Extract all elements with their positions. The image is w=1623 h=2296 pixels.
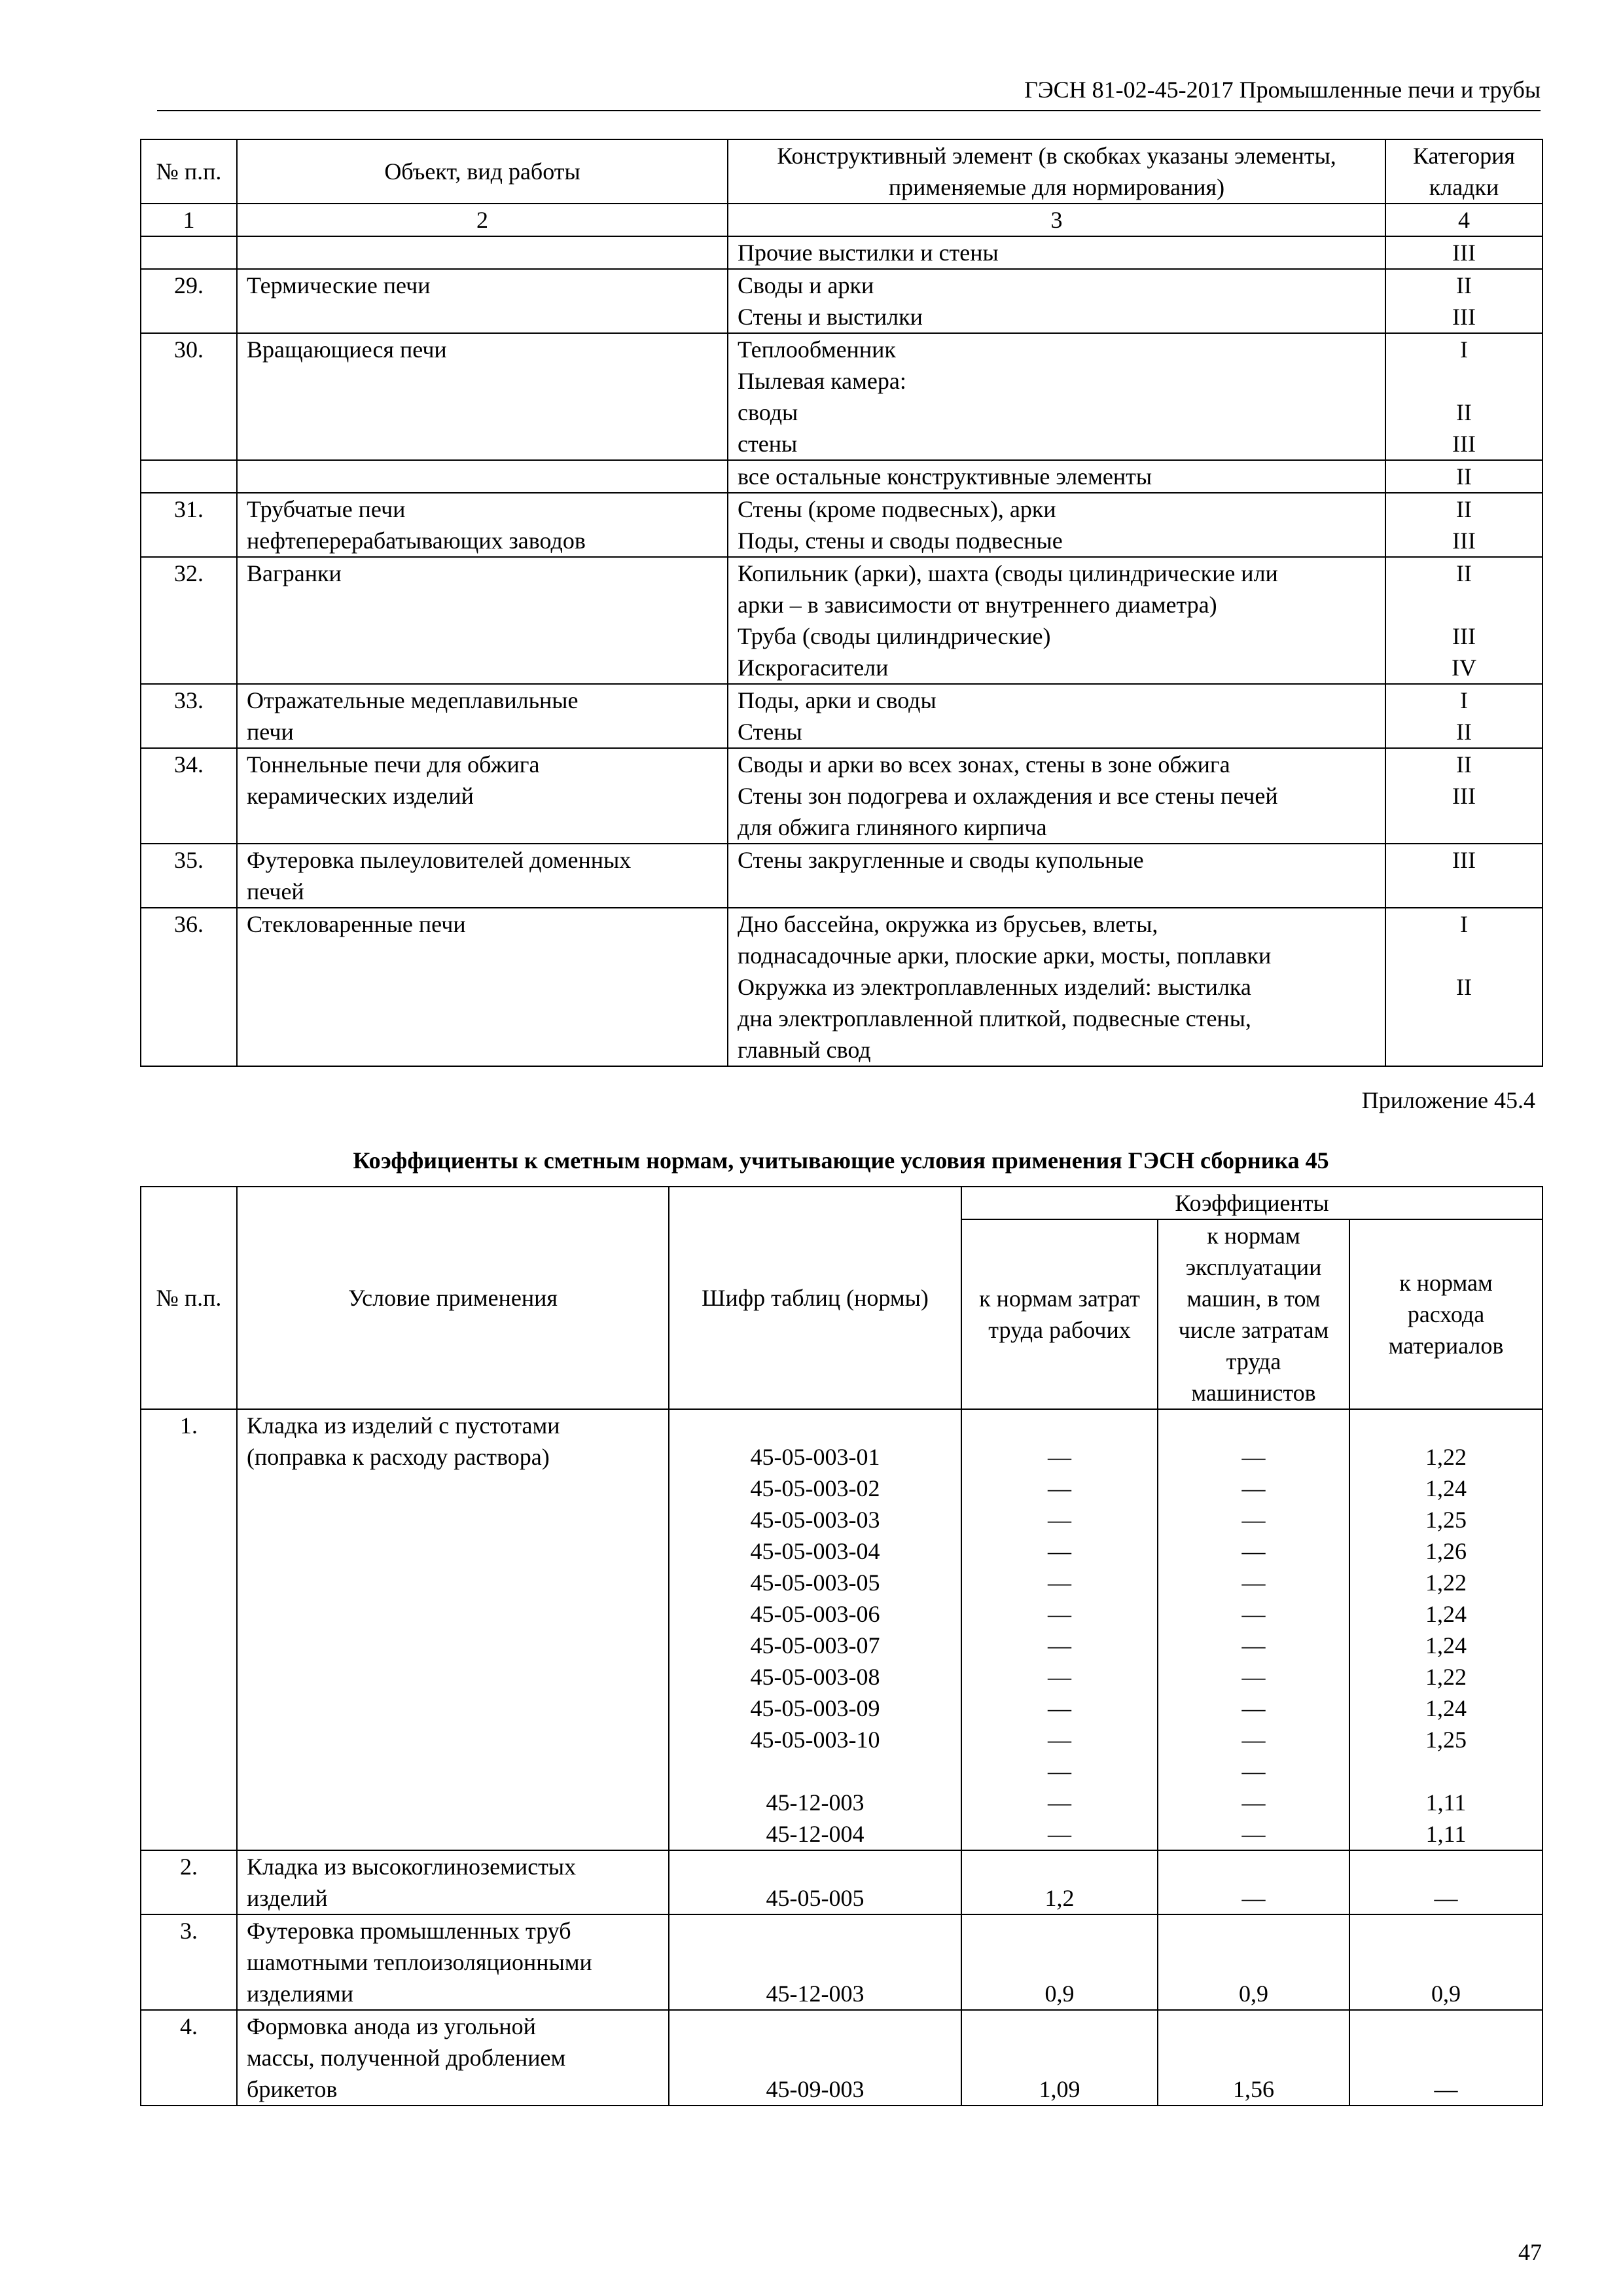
- table2-body: [141, 1409, 1543, 2106]
- colnum-2: 2: [237, 204, 728, 236]
- materials-coef-cell: [1349, 2010, 1543, 2106]
- code-cell-line: 45-12-003: [766, 1789, 865, 1816]
- materials-coef-cell-line: 1,22: [1425, 1570, 1467, 1596]
- category-cell-line: III: [1452, 240, 1476, 266]
- labor-coef-cell-line: 1,2: [1044, 1885, 1075, 1911]
- row-number: [141, 460, 237, 493]
- labor-coef-cell-line: —: [1048, 1789, 1071, 1816]
- object-cell-line: Вагранки: [247, 560, 342, 586]
- machines-coef-cell-line: —: [1241, 1538, 1266, 1564]
- category-cell-line: II: [1456, 399, 1472, 425]
- table-row: [141, 333, 1543, 460]
- materials-coef-cell-line: 1,11: [1425, 1789, 1467, 1816]
- code-cell-line: 45-05-003-10: [750, 1727, 880, 1753]
- header-title: ГЭСН 81-02-45-2017 Промышленные печи и трубы: [1024, 77, 1541, 103]
- row-number: 32.: [141, 557, 237, 684]
- labor-coef-cell-line: —: [1048, 1632, 1071, 1659]
- row-number: 3.: [141, 1914, 237, 2010]
- category-cell: [1385, 269, 1543, 333]
- object-cell-line: Вращающиеся печи: [247, 336, 447, 363]
- element-cell-line: Окружка из электроплавленных изделий: выстилка: [738, 974, 1251, 1000]
- condition-cell-line: Формовка анода из угольной: [247, 2013, 536, 2039]
- materials-coef-cell-line: 1,25: [1425, 1727, 1467, 1753]
- table-row: [141, 2010, 1543, 2106]
- code-cell-line: 45-05-005: [766, 1885, 865, 1911]
- t2-header-code: Шифр таблиц (нормы): [669, 1187, 961, 1409]
- labor-coef-cell: [961, 1850, 1158, 1914]
- code-cell-line: 45-05-003-04: [750, 1538, 880, 1564]
- code-cell-line: 45-12-003: [766, 1981, 865, 2007]
- category-cell-line: III: [1452, 623, 1476, 649]
- materials-coef-cell: [1349, 1914, 1543, 2010]
- t2-header-materials: к нормам расхода материалов: [1349, 1219, 1543, 1409]
- labor-coef-cell-line: —: [1048, 1507, 1071, 1533]
- machines-coef-cell-line: —: [1241, 1885, 1266, 1911]
- category-cell-line: I: [1460, 911, 1468, 937]
- element-cell: [728, 844, 1385, 908]
- element-cell: [728, 748, 1385, 844]
- row-number: 34.: [141, 748, 237, 844]
- materials-coef-cell-line: —: [1434, 1885, 1458, 1911]
- object-cell-line: Отражательные медеплавильные: [247, 687, 579, 713]
- table-row: [141, 908, 1543, 1066]
- table-row: [141, 748, 1543, 844]
- condition-cell-line: шамотными теплоизоляционными: [247, 1949, 592, 1975]
- element-cell-line: Поды, стены и своды подвесные: [738, 528, 1063, 554]
- category-cell-line: [1395, 812, 1533, 843]
- element-cell: [728, 460, 1385, 493]
- materials-coef-cell: [1349, 1409, 1543, 1850]
- labor-coef-cell: [961, 1914, 1158, 2010]
- element-cell-line: арки – в зависимости от внутреннего диаметра): [738, 592, 1217, 618]
- object-cell-line: керамических изделий: [247, 783, 474, 809]
- object-cell-line: Стекловаренные печи: [247, 911, 466, 937]
- element-cell-line: стены: [738, 431, 798, 457]
- condition-cell-line: массы, полученной дроблением: [247, 2045, 566, 2071]
- category-cell-line: III: [1452, 304, 1476, 330]
- materials-coef-cell-line: 1,11: [1425, 1821, 1467, 1847]
- object-cell-line: печи: [247, 719, 294, 745]
- category-cell: [1385, 493, 1543, 557]
- labor-coef-cell-line: —: [1048, 1475, 1071, 1501]
- table1-body: [141, 236, 1543, 1066]
- colnum-1: 1: [141, 204, 237, 236]
- materials-coef-cell-line: 1,22: [1425, 1664, 1467, 1690]
- element-cell-line: главный свод: [738, 1037, 871, 1063]
- table-row: [141, 557, 1543, 684]
- element-cell-line: Стены и выстилки: [738, 304, 923, 330]
- machines-coef-cell: [1158, 1850, 1349, 1914]
- row-number: 36.: [141, 908, 237, 1066]
- object-cell: [237, 908, 728, 1066]
- condition-cell: [237, 1850, 669, 1914]
- labor-coef-cell-line: —: [1048, 1601, 1071, 1627]
- coefficients-table: [140, 1186, 1543, 2106]
- element-cell-line: дна электроплавленной плиткой, подвесные стены,: [738, 1005, 1251, 1031]
- category-cell-line: [1395, 1003, 1533, 1034]
- category-cell-line: II: [1456, 463, 1472, 490]
- table-row: [141, 269, 1543, 333]
- row-number: [141, 236, 237, 269]
- table1-colnum-row: [141, 204, 1543, 236]
- labor-coef-cell-line: —: [1048, 1570, 1071, 1596]
- condition-cell-line: брикетов: [247, 2076, 338, 2102]
- header-category: Категория кладки: [1385, 139, 1543, 204]
- labor-coef-cell: [961, 1409, 1158, 1850]
- materials-coef-cell-line: 1,25: [1425, 1507, 1467, 1533]
- condition-cell-line: (поправка к расходу раствора): [247, 1444, 550, 1470]
- category-cell-line: [1395, 589, 1533, 620]
- category-cell: [1385, 908, 1543, 1066]
- code-cell: [669, 2010, 961, 2106]
- object-cell: [237, 236, 728, 269]
- element-cell-line: Стены закругленные и своды купольные: [738, 847, 1144, 873]
- machines-coef-cell-line: 0,9: [1239, 1981, 1268, 2007]
- masonry-category-table: [140, 139, 1543, 1067]
- machines-coef-cell-line: —: [1241, 1570, 1266, 1596]
- table-row: [141, 236, 1543, 269]
- page-number: 47: [1518, 2239, 1542, 2265]
- element-cell: [728, 269, 1385, 333]
- code-cell: [669, 1409, 961, 1850]
- appendix-label: Приложение 45.4: [1361, 1087, 1535, 1113]
- row-number: 4.: [141, 2010, 237, 2106]
- condition-cell: [237, 1914, 669, 2010]
- header-object: Объект, вид работы: [237, 139, 728, 204]
- code-cell: [669, 1850, 961, 1914]
- condition-cell-line: Кладка из изделий с пустотами: [247, 1412, 560, 1439]
- machines-coef-cell-line: —: [1241, 1475, 1266, 1501]
- row-number: 29.: [141, 269, 237, 333]
- code-cell-line: 45-05-003-01: [750, 1444, 880, 1470]
- t2-header-condition: Условие применения: [237, 1187, 669, 1409]
- materials-coef-cell-line: 1,24: [1425, 1475, 1467, 1501]
- table-row: [141, 493, 1543, 557]
- condition-cell: [237, 1409, 669, 1850]
- code-cell-line: 45-12-004: [766, 1821, 865, 1847]
- t2-header-machines: к нормам эксплуатации машин, в том числе затратам труда машинистов: [1158, 1219, 1349, 1409]
- labor-coef-cell-line: —: [1048, 1664, 1071, 1690]
- labor-coef-cell-line: 0,9: [1044, 1981, 1075, 2007]
- code-cell-line: 45-05-003-09: [750, 1695, 880, 1721]
- materials-coef-cell-line: 1,24: [1425, 1695, 1467, 1721]
- machines-coef-cell-line: —: [1241, 1507, 1266, 1533]
- row-number: 31.: [141, 493, 237, 557]
- machines-coef-cell-line: [1168, 1410, 1340, 1441]
- labor-coef-cell-line: —: [1048, 1727, 1071, 1753]
- table2-title: Коэффициенты к сметным нормам, учитывающие условия применения ГЭСН сборника 45: [353, 1147, 1329, 1174]
- table1-header-row: [141, 139, 1543, 204]
- code-cell-line: 45-05-003-02: [750, 1475, 880, 1501]
- t2-header-coefficients: Коэффициенты: [961, 1187, 1543, 1219]
- code-cell-line: 45-09-003: [766, 2076, 865, 2102]
- category-cell-line: II: [1456, 719, 1472, 745]
- machines-coef-cell: [1158, 2010, 1349, 2106]
- table-row: [141, 460, 1543, 493]
- table2-header-row-1: [141, 1187, 1543, 1219]
- condition-cell-line: Футеровка промышленных труб: [247, 1918, 571, 1944]
- category-cell-line: I: [1460, 687, 1468, 713]
- t2-header-labor: к нормам затрат труда рабочих: [961, 1219, 1158, 1409]
- element-cell-line: Дно бассейна, окружка из брусьев, влеты,: [738, 911, 1158, 937]
- element-cell-line: Стены: [738, 719, 802, 745]
- labor-coef-cell-line: —: [1048, 1758, 1071, 1784]
- category-cell: [1385, 844, 1543, 908]
- table-row: [141, 1850, 1543, 1914]
- object-cell: [237, 684, 728, 748]
- element-cell: [728, 557, 1385, 684]
- element-cell-line: Искрогасители: [738, 655, 889, 681]
- code-cell-line: 45-05-003-06: [750, 1601, 880, 1627]
- labor-coef-cell-line: —: [1048, 1538, 1071, 1564]
- materials-coef-cell-line: 1,26: [1425, 1538, 1467, 1564]
- object-cell-line: [247, 461, 718, 492]
- object-cell-line: Термические печи: [247, 272, 431, 298]
- table-row: [141, 1914, 1543, 2010]
- object-cell: [237, 748, 728, 844]
- row-number: 1.: [141, 1409, 237, 1850]
- object-cell-line: Тоннельные печи для обжига: [247, 751, 540, 778]
- machines-coef-cell-line: 1,56: [1233, 2076, 1274, 2102]
- machines-coef-cell-line: —: [1241, 1758, 1266, 1784]
- element-cell-line: поднасадочные арки, плоские арки, мосты, поплавки: [738, 942, 1272, 969]
- materials-coef-cell: [1349, 1850, 1543, 1914]
- object-cell-line: печей: [247, 878, 304, 905]
- labor-coef-cell: [961, 2010, 1158, 2106]
- category-cell-line: [1395, 940, 1533, 971]
- machines-coef-cell-line: —: [1241, 1821, 1266, 1847]
- labor-coef-cell-line: —: [1048, 1695, 1071, 1721]
- condition-cell-line: изделиями: [247, 1981, 353, 2007]
- category-cell-line: IV: [1452, 655, 1476, 681]
- machines-coef-cell-line: —: [1241, 1695, 1266, 1721]
- element-cell: [728, 333, 1385, 460]
- materials-coef-cell-line: 1,24: [1425, 1601, 1467, 1627]
- code-cell-line: 45-05-003-05: [750, 1570, 880, 1596]
- row-number: 35.: [141, 844, 237, 908]
- category-cell: [1385, 748, 1543, 844]
- element-cell-line: Поды, арки и своды: [738, 687, 936, 713]
- row-number: 2.: [141, 1850, 237, 1914]
- header-element: Конструктивный элемент (в скобках указаны элементы, применяемые для нормирования): [728, 139, 1385, 204]
- labor-coef-cell-line: —: [1048, 1821, 1071, 1847]
- materials-coef-cell-line: —: [1434, 2076, 1458, 2102]
- category-cell-line: III: [1452, 528, 1476, 554]
- element-cell-line: все остальные конструктивные элементы: [738, 463, 1152, 490]
- code-cell: [669, 1914, 961, 2010]
- category-cell: [1385, 333, 1543, 460]
- machines-coef-cell-line: —: [1241, 1664, 1266, 1690]
- category-cell-line: III: [1452, 847, 1476, 873]
- row-number: 30.: [141, 333, 237, 460]
- materials-coef-cell-line: 1,22: [1425, 1444, 1467, 1470]
- materials-coef-cell-line: [1359, 1410, 1533, 1441]
- machines-coef-cell-line: —: [1241, 1789, 1266, 1816]
- machines-coef-cell: [1158, 1914, 1349, 2010]
- code-cell-line: 45-05-003-03: [750, 1507, 880, 1533]
- row-number: 33.: [141, 684, 237, 748]
- table-row: [141, 684, 1543, 748]
- materials-coef-cell-line: 1,24: [1425, 1632, 1467, 1659]
- colnum-3: 3: [728, 204, 1385, 236]
- element-cell-line: своды: [738, 399, 798, 425]
- element-cell: [728, 236, 1385, 269]
- category-cell: [1385, 557, 1543, 684]
- object-cell-line: [247, 237, 718, 268]
- element-cell-line: Копильник (арки), шахта (своды цилиндрические или: [738, 560, 1278, 586]
- element-cell-line: Стены (кроме подвесных), арки: [738, 496, 1056, 522]
- machines-coef-cell-line: —: [1241, 1601, 1266, 1627]
- running-header: [157, 73, 1541, 111]
- code-cell-line: [679, 1410, 952, 1441]
- category-cell-line: III: [1452, 431, 1476, 457]
- table-row: [141, 1409, 1543, 1850]
- element-cell: [728, 684, 1385, 748]
- element-cell-line: Труба (своды цилиндрические): [738, 623, 1051, 649]
- labor-coef-cell-line: —: [1048, 1444, 1071, 1470]
- category-cell-line: [1395, 1034, 1533, 1066]
- category-cell: [1385, 460, 1543, 493]
- category-cell: [1385, 236, 1543, 269]
- category-cell: [1385, 684, 1543, 748]
- object-cell: [237, 844, 728, 908]
- condition-cell-line: Кладка из высокоглиноземистых: [247, 1854, 577, 1880]
- object-cell-line: Трубчатые печи: [247, 496, 406, 522]
- colnum-4: 4: [1385, 204, 1543, 236]
- condition-cell: [237, 2010, 669, 2106]
- table-row: [141, 844, 1543, 908]
- object-cell: [237, 333, 728, 460]
- element-cell: [728, 908, 1385, 1066]
- category-cell-line: II: [1456, 974, 1472, 1000]
- machines-coef-cell-line: —: [1241, 1632, 1266, 1659]
- header-num: № п.п.: [141, 139, 237, 204]
- code-cell-line: [679, 1755, 952, 1787]
- element-cell-line: Пылевая камера:: [738, 368, 906, 394]
- object-cell: [237, 557, 728, 684]
- code-cell-line: 45-05-003-07: [750, 1632, 880, 1659]
- element-cell-line: для обжига глиняного кирпича: [738, 814, 1047, 840]
- category-cell-line: II: [1456, 751, 1472, 778]
- element-cell-line: Стены зон подогрева и охлаждения и все стены печей: [738, 783, 1278, 809]
- labor-coef-cell-line: [971, 1410, 1148, 1441]
- category-cell-line: [1395, 365, 1533, 397]
- labor-coef-cell-line: 1,09: [1039, 2076, 1080, 2102]
- object-cell: [237, 460, 728, 493]
- element-cell-line: Своды и арки во всех зонах, стены в зоне обжига: [738, 751, 1230, 778]
- category-cell-line: II: [1456, 272, 1472, 298]
- object-cell-line: нефтеперерабатывающих заводов: [247, 528, 586, 554]
- object-cell: [237, 493, 728, 557]
- element-cell-line: Своды и арки: [738, 272, 874, 298]
- category-cell-line: II: [1456, 560, 1472, 586]
- element-cell-line: Теплообменник: [738, 336, 896, 363]
- machines-coef-cell-line: —: [1241, 1727, 1266, 1753]
- condition-cell-line: изделий: [247, 1885, 328, 1911]
- machines-coef-cell-line: —: [1241, 1444, 1266, 1470]
- element-cell: [728, 493, 1385, 557]
- materials-coef-cell-line: [1359, 1755, 1533, 1787]
- element-cell-line: Прочие выстилки и стены: [738, 240, 999, 266]
- category-cell-line: II: [1456, 496, 1472, 522]
- object-cell: [237, 269, 728, 333]
- code-cell-line: 45-05-003-08: [750, 1664, 880, 1690]
- object-cell-line: Футеровка пылеуловителей доменных: [247, 847, 632, 873]
- category-cell-line: I: [1460, 336, 1468, 363]
- t2-header-num: № п.п.: [141, 1187, 237, 1409]
- materials-coef-cell-line: 0,9: [1431, 1981, 1461, 2007]
- machines-coef-cell: [1158, 1409, 1349, 1850]
- category-cell-line: III: [1452, 783, 1476, 809]
